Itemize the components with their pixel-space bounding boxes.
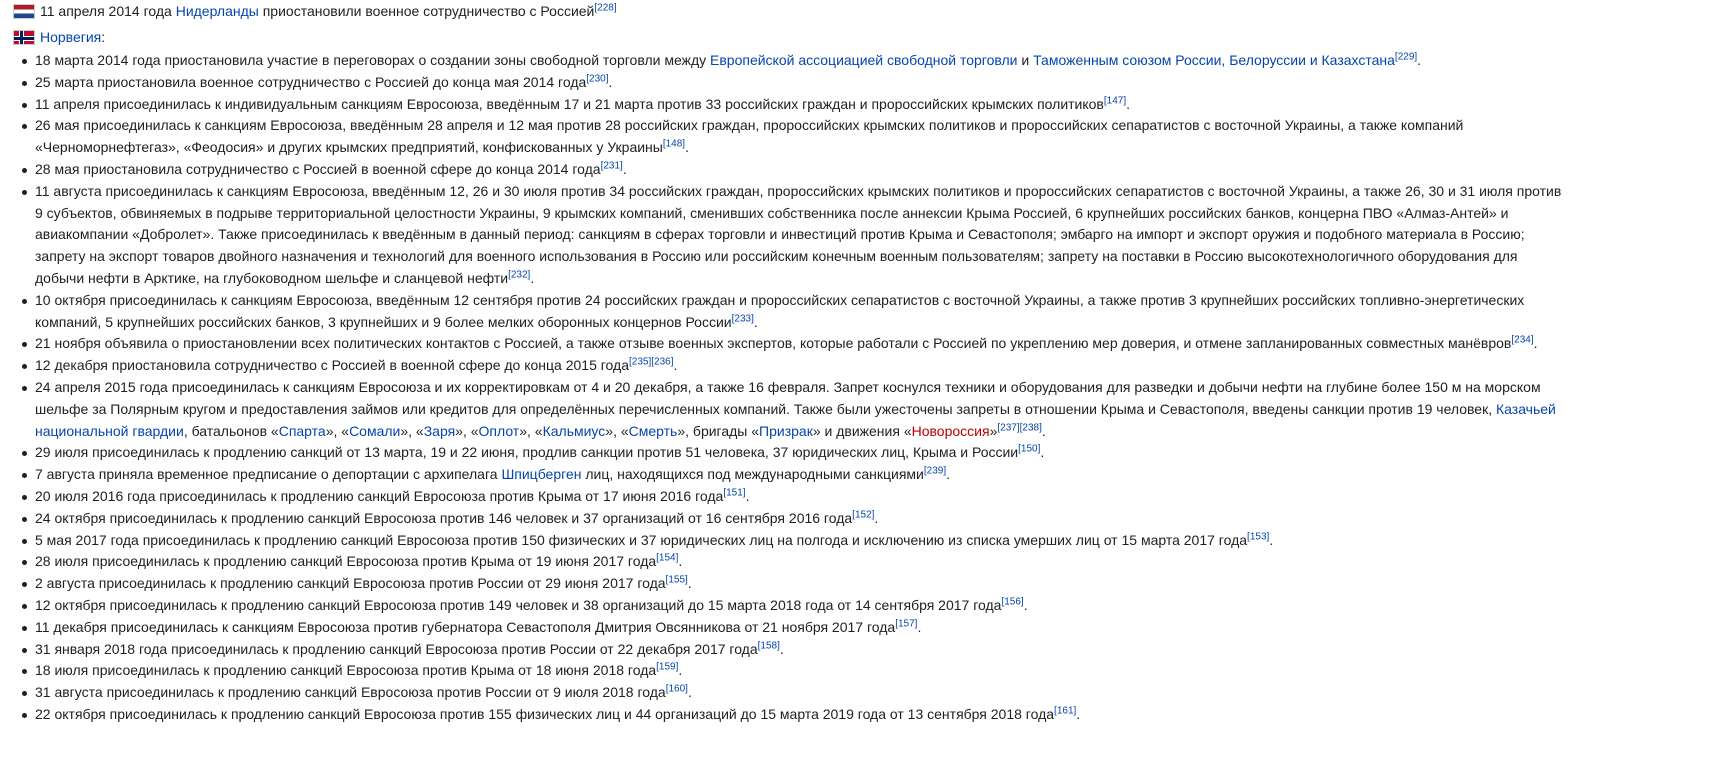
reference-link[interactable]: [228] [594,2,617,14]
reference-link[interactable]: [159] [656,661,679,673]
list-item: 22 октября присоединилась к продлению санкций Евросоюза против 155 физических лиц и 44 организаций до 15 марта 2019 года от 13 сентября 2018 года[161]. [35,704,1565,726]
list-item: 20 июля 2016 года присоединилась к продлению санкций Евросоюза против Крыма от 17 июня 2016 года[151]. [35,486,1565,508]
list-item: 31 января 2018 года присоединилась к продлению санкций Евросоюза против России от 22 декабря 2017 года[158]. [35,639,1565,661]
list-item: 28 мая приостановила сотрудничество с Россией в военной сфере до конца 2014 года[231]. [35,159,1565,181]
reference-link[interactable]: [156] [1001,596,1024,608]
reference-link[interactable]: [153] [1247,530,1270,542]
list-item: 31 августа присоединилась к продлению санкций Евросоюза против России от 9 июля 2018 года[160]. [35,682,1565,704]
reference-link[interactable]: [233] [731,312,754,324]
reference-link[interactable]: [239] [923,465,947,477]
list-item: 28 июля присоединилась к продлению санкций Евросоюза против Крыма от 19 июня 2017 года[154]. [35,551,1565,573]
article-link[interactable]: Казачьей национальной гвардии [35,400,1556,439]
list-item: 11 августа присоединилась к санкциям Евросоюза, введённым 12, 26 и 30 июля против 34 российских граждан, пророссийских крымских политиков и пророссийских сепаратистов с восточной Украины, а также 26, 30 и 31 июля против 9 субъектов, обвиняемых в подрыве территориальной целостности Украины, 9 крымских компаний, сменивших собственника после аннексии Крыма Россией, 6 крупнейших российских банков, концерна ПВО «Алмаз-Антей» и авиакомпании «Добролет». Также присоединилась к введённым в данный период: санкциям в сферах торговли и инвестиций против Крыма и Севастополя; эмбарго на импорт и экспорт оружия и подобного материала в Россию; запрету на экспорт товаров двойного назначения и технологий для военного использования в Россию или российским конечным военным пользователям; запрету на поставки в Россию высокотехнологичного оборудования для добычи нефти в Арктике, на глубоководном шельфе и сланцевой нефти[232]. [35,181,1565,290]
reference-link[interactable]: [231] [600,160,623,172]
article-link[interactable]: Таможенным союзом России, Белоруссии и Казахстана [1033,52,1395,68]
list-item: 10 октября присоединилась к санкциям Евросоюза, введённым 12 сентября против 24 российских граждан и пророссийских сепаратистов с восточной Украины, а также против 3 крупнейших российских топливно-энергетических компаний, 5 крупнейших российских банков, 3 крупнейших и 9 более мелких оборонных концернов России[233]. [35,290,1565,334]
norway-link[interactable]: Норвегия [40,29,102,45]
article-link[interactable]: Кальмиус [542,422,606,439]
article-link[interactable]: Сомали [349,422,401,439]
list-item: 24 апреля 2015 года присоединилась к санкциям Евросоюза и их корректировкам от 4 и 20 декабря, а также 16 февраля. Запрет коснулся техники и оборудования для разведки и добычи нефти на глубине более 150 м на морском шельфе за Полярным кругом и предоставления займов или кредитов для определённых перечисленных компаний. Также были ужесточены запреты в отношении Крыма и Севастополя, введены санкции против 19 человек, Казачьей национальной гвардии, батальонов «Спарта», «Сомали», «Заря», «Оплот», «Кальмиус», «Смерть», бригады «Призрак» и движения «Новороссия»[237][238]. [35,377,1565,442]
article-link[interactable]: Шпицберген [501,466,582,483]
netherlands-link[interactable]: Нидерланды [175,3,259,19]
reference-link[interactable]: [147] [1103,94,1127,106]
reference-link[interactable]: [148] [662,138,686,150]
reference-link[interactable]: [234] [1511,334,1534,346]
netherlands-line [13,0,1717,22]
list-item: 2 августа присоединилась к продлению санкций Евросоюза против России от 29 июня 2017 года[155]. [35,573,1565,595]
reference-link[interactable]: [232] [508,269,531,281]
article-link[interactable]: Оплот [478,422,520,439]
norway-events-list [13,50,1565,726]
list-item: 12 октября присоединилась к продлению санкций Евросоюза против 149 человек и 38 организаций до 15 марта 2018 года от 14 сентября 2017 года[156]. [35,595,1565,617]
list-item: 11 декабря присоединилась к санкциям Евросоюза против губернатора Севастополя Дмитрия Овсянникова от 21 ноября 2017 года[157]. [35,617,1565,639]
article-link[interactable]: Заря [423,422,456,439]
reference-link[interactable]: [157] [895,618,918,630]
reference-link[interactable]: [229] [1394,51,1418,63]
article-link[interactable]: Призрак [759,422,813,439]
list-item: 18 марта 2014 года приостановила участие в переговорах о создании зоны свободной торговли между Европейской ассоциацией свободной торговли и Таможенным союзом России, Белоруссии и Казахстана[229]. [35,50,1565,72]
reference-link[interactable]: [158] [757,639,780,651]
reference-link[interactable]: [155] [665,574,688,586]
norway-line: Норвегия : [13,26,1717,48]
list-item: 29 июля присоединилась к продлению санкций от 13 марта, 19 и 22 июня, продлив санкции против 51 человека, 37 юридических лиц, Крыма и России[150]. [35,442,1565,464]
list-item: 26 мая присоединилась к санкциям Евросоюза, введённым 28 апреля и 12 мая против 28 российских граждан, пророссийских крымских политиков и пророссийских сепаратистов с восточной Украины, а также компаний «Черноморнефтегаз», «Феодосия» и других крымских предприятий, конфискованных у Украины[148]. [35,115,1565,159]
article-link[interactable]: Спарта [278,422,326,439]
list-item: 18 июля присоединилась к продлению санкций Евросоюза против Крыма от 18 июня 2018 года[159]. [35,660,1565,682]
netherlands-flag-icon [13,4,35,19]
list-item: 25 марта приостановила военное сотрудничество с Россией до конца мая 2014 года[230]. [35,72,1565,94]
list-item: 24 октября присоединилась к продлению санкций Евросоюза против 146 человек и 37 организаций от 16 сентября 2016 года[152]. [35,508,1565,530]
article-link[interactable]: Смерть [628,422,678,439]
list-item: 5 мая 2017 года присоединилась к продлению санкций Евросоюза против 150 физических и 37 юридических лиц на полгода и исключению из списка умерших лиц от 15 марта 2017 года[153]. [35,530,1565,552]
list-item: 21 ноября объявила о приостановлении всех политических контактов с Россией, а также отзыве военных экспертов, которые работали с Россией по укреплению мер доверия, и отмене запланированных совместных манёвров[234]. [35,333,1565,355]
reference-link[interactable]: [152] [852,509,875,521]
reference-link[interactable]: [150] [1018,443,1041,455]
missing-article-link[interactable]: Новороссия [911,422,990,439]
reference-link[interactable]: [151] [723,487,746,499]
norway-flag-icon [13,30,35,45]
list-item: 11 апреля присоединилась к индивидуальным санкциям Евросоюза, введённым 17 и 21 марта против 33 российских граждан и пророссийских крымских политиков[147]. [35,94,1565,116]
list-item: 7 августа приняла временное предписание о депортации с архипелага Шпицберген лиц, находящихся под международными санкциями[239]. [35,464,1565,486]
reference-link[interactable]: [154] [656,552,679,564]
article-link[interactable]: Европейской ассоциацией свободной торговли [710,52,1018,68]
reference-link[interactable]: [161] [1054,705,1077,717]
reference-link[interactable]: [160] [665,683,688,695]
reference-link[interactable]: [230] [586,73,609,85]
netherlands-text: 11 апреля 2014 года Нидерланды приостановили военное сотрудничество с Россией[228] [40,2,617,19]
list-item: 12 декабря приостановила сотрудничество с Россией в военной сфере до конца 2015 года[235][236]. [35,355,1565,377]
reference-link[interactable]: [235][236] [629,356,674,368]
reference-link[interactable]: [237][238] [997,421,1042,433]
